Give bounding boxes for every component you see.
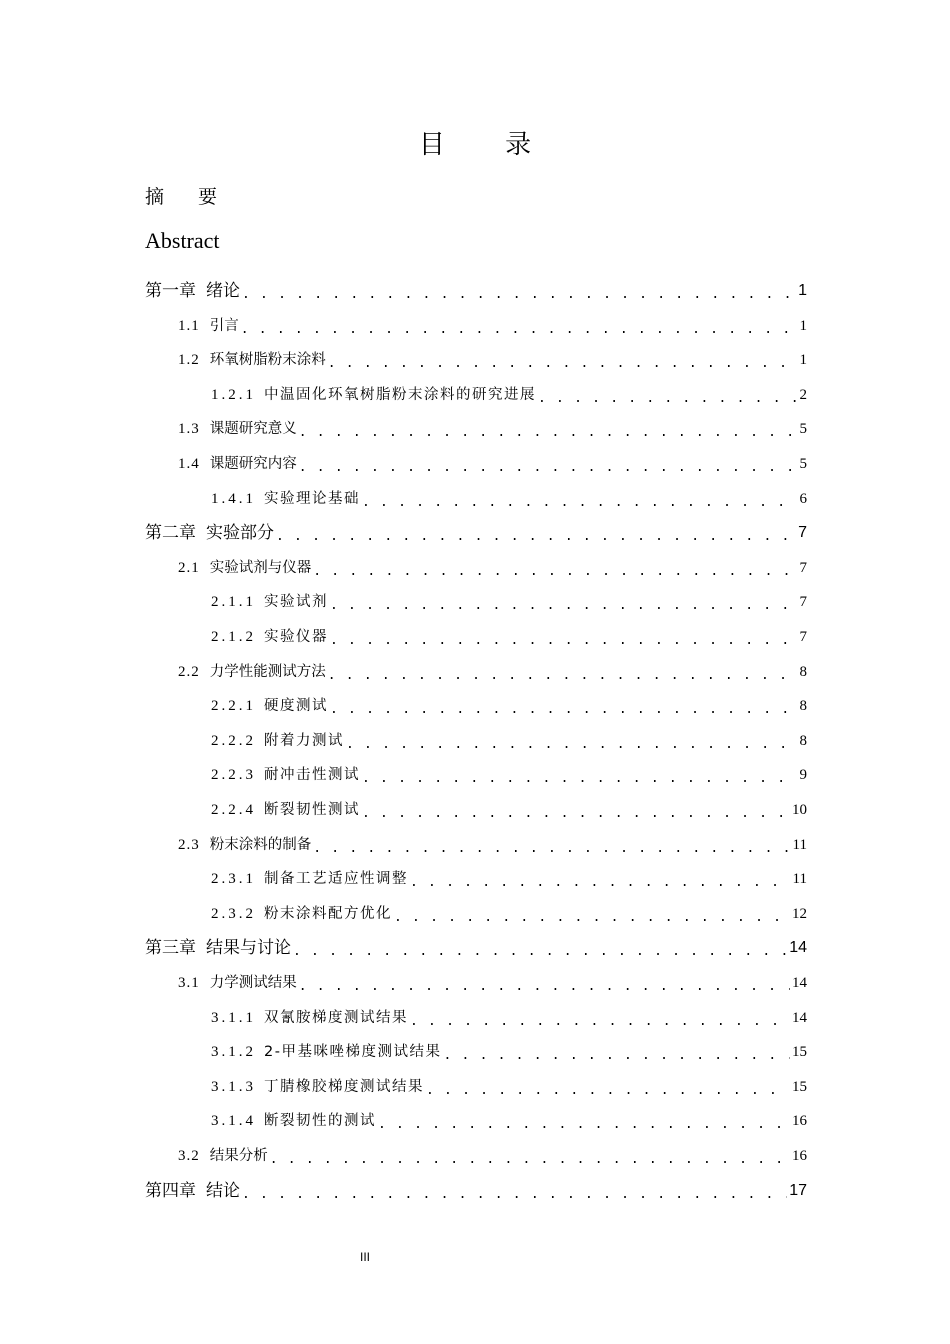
- toc-entry-number: 2.2.3: [211, 767, 256, 784]
- toc-entry-title: 实验试剂与仪器: [209, 559, 312, 576]
- toc-entry-title: 粉末涂料的制备: [209, 836, 312, 853]
- toc-entry-page: 17: [789, 1181, 807, 1199]
- toc-entry-title: 中温固化环氧树脂粉末涂料的研究进展: [264, 386, 536, 403]
- toc-entry-title: 结论: [206, 1180, 240, 1201]
- toc-entry[interactable]: [211, 1038, 807, 1066]
- toc-entry-number: 3.1.1: [211, 1009, 256, 1026]
- toc-entry-title: 力学性能测试方法: [209, 663, 326, 680]
- toc-dot-leader: [394, 909, 790, 923]
- toc-dot-leader: [362, 494, 798, 508]
- toc-dot-leader: [328, 667, 798, 681]
- toc-entry[interactable]: [178, 450, 807, 478]
- toc-entry-title: 实验理论基础: [264, 490, 360, 507]
- toc-entry-title: 结果分析: [209, 1148, 268, 1164]
- toc-entry[interactable]: [211, 692, 807, 720]
- toc-entry-number: 1.4: [178, 456, 200, 472]
- toc-dot-leader: [313, 840, 790, 854]
- toc-entry-page: 16: [792, 1148, 807, 1164]
- toc-dot-leader: [299, 459, 798, 473]
- abstract-cn-heading: 摘 要: [145, 186, 232, 208]
- toc-entry[interactable]: [211, 1073, 807, 1101]
- toc-dot-leader: [346, 736, 798, 750]
- abstract-en-heading: Abstract: [145, 228, 220, 253]
- toc-dot-leader: [242, 286, 796, 300]
- toc-entry-number: 第一章: [145, 281, 196, 301]
- toc-entry-title: 实验试剂: [264, 594, 328, 611]
- toc-entry-page: 15: [792, 1078, 807, 1095]
- toc-entry[interactable]: [211, 865, 807, 893]
- toc-entry[interactable]: [211, 900, 807, 928]
- toc-entry-number: 3.1.2: [211, 1044, 256, 1061]
- toc-entry-number: 2.1.1: [211, 594, 256, 611]
- toc-entry-title: 双氰胺梯度测试结果: [264, 1009, 408, 1026]
- toc-entry-number: 2.2.1: [211, 698, 256, 715]
- toc-entry-number: 第二章: [145, 523, 196, 544]
- toc-entry[interactable]: [145, 277, 807, 305]
- toc-entry-number: 第四章: [145, 1180, 196, 1201]
- toc-entry-title: 课题研究意义: [209, 421, 297, 438]
- toc-entry-number: 1.4.1: [211, 490, 256, 507]
- toc-entry-page: 15: [792, 1044, 807, 1061]
- toc-entry-page: 9: [799, 767, 807, 784]
- toc-dot-leader: [410, 1013, 790, 1027]
- toc-entry-number: 2.2.2: [211, 732, 256, 749]
- toc-dot-leader: [410, 874, 791, 888]
- toc-entry[interactable]: [145, 1177, 807, 1205]
- toc-entry-title: 制备工艺适应性调整: [264, 871, 408, 888]
- toc-entry-page: 14: [792, 1009, 807, 1026]
- toc-entry[interactable]: [178, 554, 807, 582]
- toc-entry-page: 14: [789, 939, 807, 957]
- toc-entry-title: 环氧树脂粉末涂料: [209, 352, 326, 369]
- toc-entry-number: 2.3: [178, 836, 200, 853]
- toc-entry-page: 5: [799, 421, 807, 438]
- toc-entry[interactable]: [178, 831, 807, 859]
- toc-dot-leader: [330, 597, 798, 611]
- toc-entry-title: 课题研究内容: [209, 456, 297, 472]
- toc-dot-leader: [362, 805, 790, 819]
- toc-entry-page: 7: [799, 594, 807, 611]
- toc-entry-page: 7: [799, 629, 807, 645]
- toc-entry[interactable]: [178, 415, 807, 443]
- toc-entry[interactable]: [178, 1142, 807, 1170]
- toc-entry[interactable]: [178, 346, 807, 374]
- toc-entry-number: 3.1.3: [211, 1078, 256, 1095]
- toc-entry-page: 2: [799, 386, 807, 403]
- toc-dot-leader: [242, 1186, 787, 1200]
- page-number: III: [359, 1250, 370, 1264]
- toc-entry-title: 丁腈橡胶梯度测试结果: [264, 1078, 424, 1095]
- toc-entry[interactable]: [145, 934, 807, 962]
- toc-dot-leader: [330, 701, 798, 715]
- toc-entry-number: 3.1: [178, 975, 200, 991]
- toc-entry-title: 断裂韧性的测试: [264, 1113, 376, 1130]
- toc-dot-leader: [270, 1151, 790, 1165]
- page-title: 目 录: [418, 130, 558, 160]
- toc-entry[interactable]: [211, 588, 807, 616]
- toc-entry-number: 3.1.4: [211, 1113, 256, 1130]
- toc-dot-leader: [330, 632, 798, 646]
- toc-entry-title: 绪论: [206, 281, 240, 301]
- toc-entry-page: 8: [799, 698, 807, 715]
- toc-entry-title: 2-甲基咪唑梯度测试结果: [264, 1044, 442, 1061]
- toc-entry[interactable]: [211, 1107, 807, 1135]
- toc-entry-number: 1.2.1: [211, 386, 256, 403]
- toc-entry-number: 2.2.4: [211, 802, 256, 818]
- toc-dot-leader: [276, 528, 796, 542]
- toc-entry[interactable]: [178, 969, 807, 997]
- toc-dot-leader: [299, 978, 790, 992]
- toc-entry[interactable]: [211, 796, 807, 824]
- toc-dot-leader: [313, 563, 797, 577]
- toc-entry-number: 2.1: [178, 559, 200, 576]
- toc-entry-number: 2.2: [178, 663, 200, 680]
- toc-entry-number: 1.3: [178, 421, 200, 438]
- toc-entry-number: 1.2: [178, 352, 200, 369]
- toc-entry-title: 实验仪器: [264, 629, 328, 645]
- toc-entry-page: 12: [792, 905, 807, 922]
- toc-entry[interactable]: [211, 1004, 807, 1032]
- toc-dot-leader: [378, 1116, 790, 1130]
- toc-entry-title: 耐冲击性测试: [264, 767, 360, 784]
- toc-entry-page: 14: [792, 975, 807, 991]
- toc-entry[interactable]: [211, 623, 807, 651]
- toc-entry-page: 7: [798, 524, 807, 542]
- toc-entry-page: 11: [792, 871, 807, 888]
- toc-entry-number: 1.1: [178, 317, 200, 334]
- toc-dot-leader: [328, 355, 798, 369]
- toc-entry-number: 2.3.2: [211, 905, 256, 922]
- toc-dot-leader: [443, 1047, 790, 1061]
- toc-entry-page: 8: [799, 732, 807, 749]
- toc-entry-title: 力学测试结果: [209, 975, 297, 991]
- toc-entry[interactable]: [211, 761, 807, 789]
- toc-entry-page: 16: [792, 1113, 807, 1130]
- toc-dot-leader: [362, 770, 798, 784]
- toc-entry[interactable]: [178, 658, 807, 686]
- toc-entry-page: 8: [799, 663, 807, 680]
- toc-dot-leader: [426, 1082, 790, 1096]
- toc-entry[interactable]: [211, 485, 807, 513]
- toc-entry-page: 1: [799, 317, 807, 334]
- toc-entry-title: 引言: [209, 317, 239, 334]
- toc-entry-title: 实验部分: [206, 523, 274, 544]
- toc-entry-title: 断裂韧性测试: [264, 802, 360, 818]
- toc-entry-title: 结果与讨论: [206, 938, 291, 959]
- toc-entry-number: 第三章: [145, 938, 196, 959]
- toc-dot-leader: [299, 424, 798, 438]
- toc-entry-page: 7: [799, 559, 807, 576]
- toc-entry-title: 附着力测试: [264, 732, 344, 749]
- toc-entry[interactable]: [145, 519, 807, 547]
- toc-entry-page: 10: [792, 802, 807, 818]
- toc-dot-leader: [538, 390, 798, 404]
- toc-entry-number: 2.3.1: [211, 871, 256, 888]
- toc-entry-title: 粉末涂料配方优化: [264, 905, 392, 922]
- toc-entry-page: 11: [792, 836, 807, 853]
- toc-entry-page: 5: [799, 456, 807, 472]
- toc-entry-page: 6: [799, 490, 807, 507]
- toc-entry-number: 2.1.2: [211, 629, 256, 645]
- toc-entry[interactable]: [211, 727, 807, 755]
- toc-dot-leader: [241, 321, 798, 335]
- toc-entry[interactable]: [211, 381, 807, 409]
- toc-entry[interactable]: [178, 312, 807, 340]
- toc-entry-title: 硬度测试: [264, 698, 328, 715]
- toc-entry-number: 3.2: [178, 1148, 200, 1164]
- toc-dot-leader: [293, 943, 787, 957]
- toc-entry-page: 1: [798, 282, 807, 299]
- toc-entry-page: 1: [799, 352, 807, 369]
